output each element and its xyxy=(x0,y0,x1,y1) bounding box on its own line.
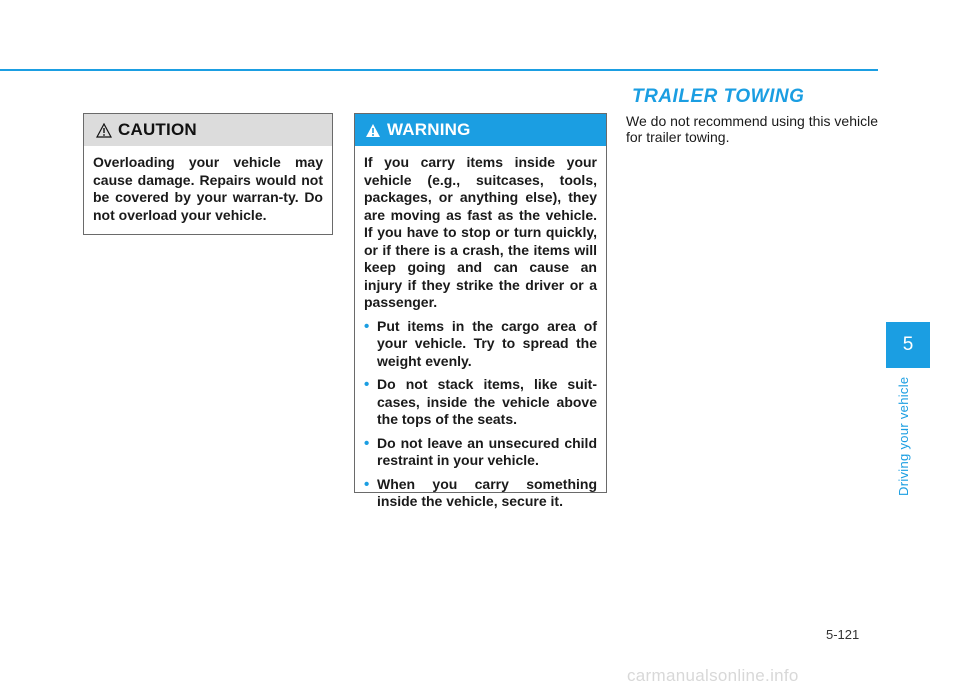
warning-intro: If you carry items inside your vehicle (e.g., suitcases, tools, packages, or anything else), they are moving as fast as the vehicle. If you have to stop or turn quickly, or if there is a crash, the items will keep going and can cause an injury if they strike the driver or a passenger. xyxy=(364,154,597,310)
bullet-text: Put items in the cargo area of your vehicle. Try to spread the weight evenly. xyxy=(377,317,597,369)
bullet-icon: • xyxy=(364,475,370,493)
bullet-icon: • xyxy=(364,376,370,393)
chapter-tab: 5 xyxy=(886,322,930,368)
caution-header xyxy=(84,114,332,146)
bullet-text: Do not leave an unsecured child restraint in your vehicle. xyxy=(377,434,597,468)
caution-title: CAUTION xyxy=(118,120,197,139)
bullet-icon: • xyxy=(364,434,370,452)
list-item xyxy=(364,376,597,429)
warning-bullet-list xyxy=(364,318,597,511)
list-item xyxy=(364,476,597,511)
warning-title: WARNING xyxy=(387,120,471,139)
warning-box xyxy=(354,113,607,509)
warning-header xyxy=(355,114,606,146)
warning-triangle-icon xyxy=(365,123,381,138)
bullet-icon: • xyxy=(364,317,370,335)
watermark: carmanualsonline.info xyxy=(627,666,799,685)
warning-body xyxy=(355,146,606,511)
section-title: TRAILER TOWING xyxy=(632,86,805,107)
warning-triangle-icon xyxy=(96,123,112,138)
caution-box xyxy=(83,113,333,235)
chapter-name: Driving your vehicle xyxy=(896,376,911,496)
caution-body: Overloading your vehicle may cause damage. Repairs would not be covered by your warran-ty. Do not overload your vehicle. xyxy=(93,154,323,223)
bullet-text: Do not stack items, like suit-cases, inside the vehicle above the tops of the seats. xyxy=(377,376,597,427)
list-item xyxy=(364,318,597,371)
list-item xyxy=(364,435,597,470)
top-rule xyxy=(0,69,878,71)
bullet-text: When you carry something inside the vehicle, secure it. xyxy=(377,475,597,509)
section-body: We do not recommend using this vehicle for trailer towing. xyxy=(626,113,878,145)
page-number: 5-121 xyxy=(826,627,860,642)
